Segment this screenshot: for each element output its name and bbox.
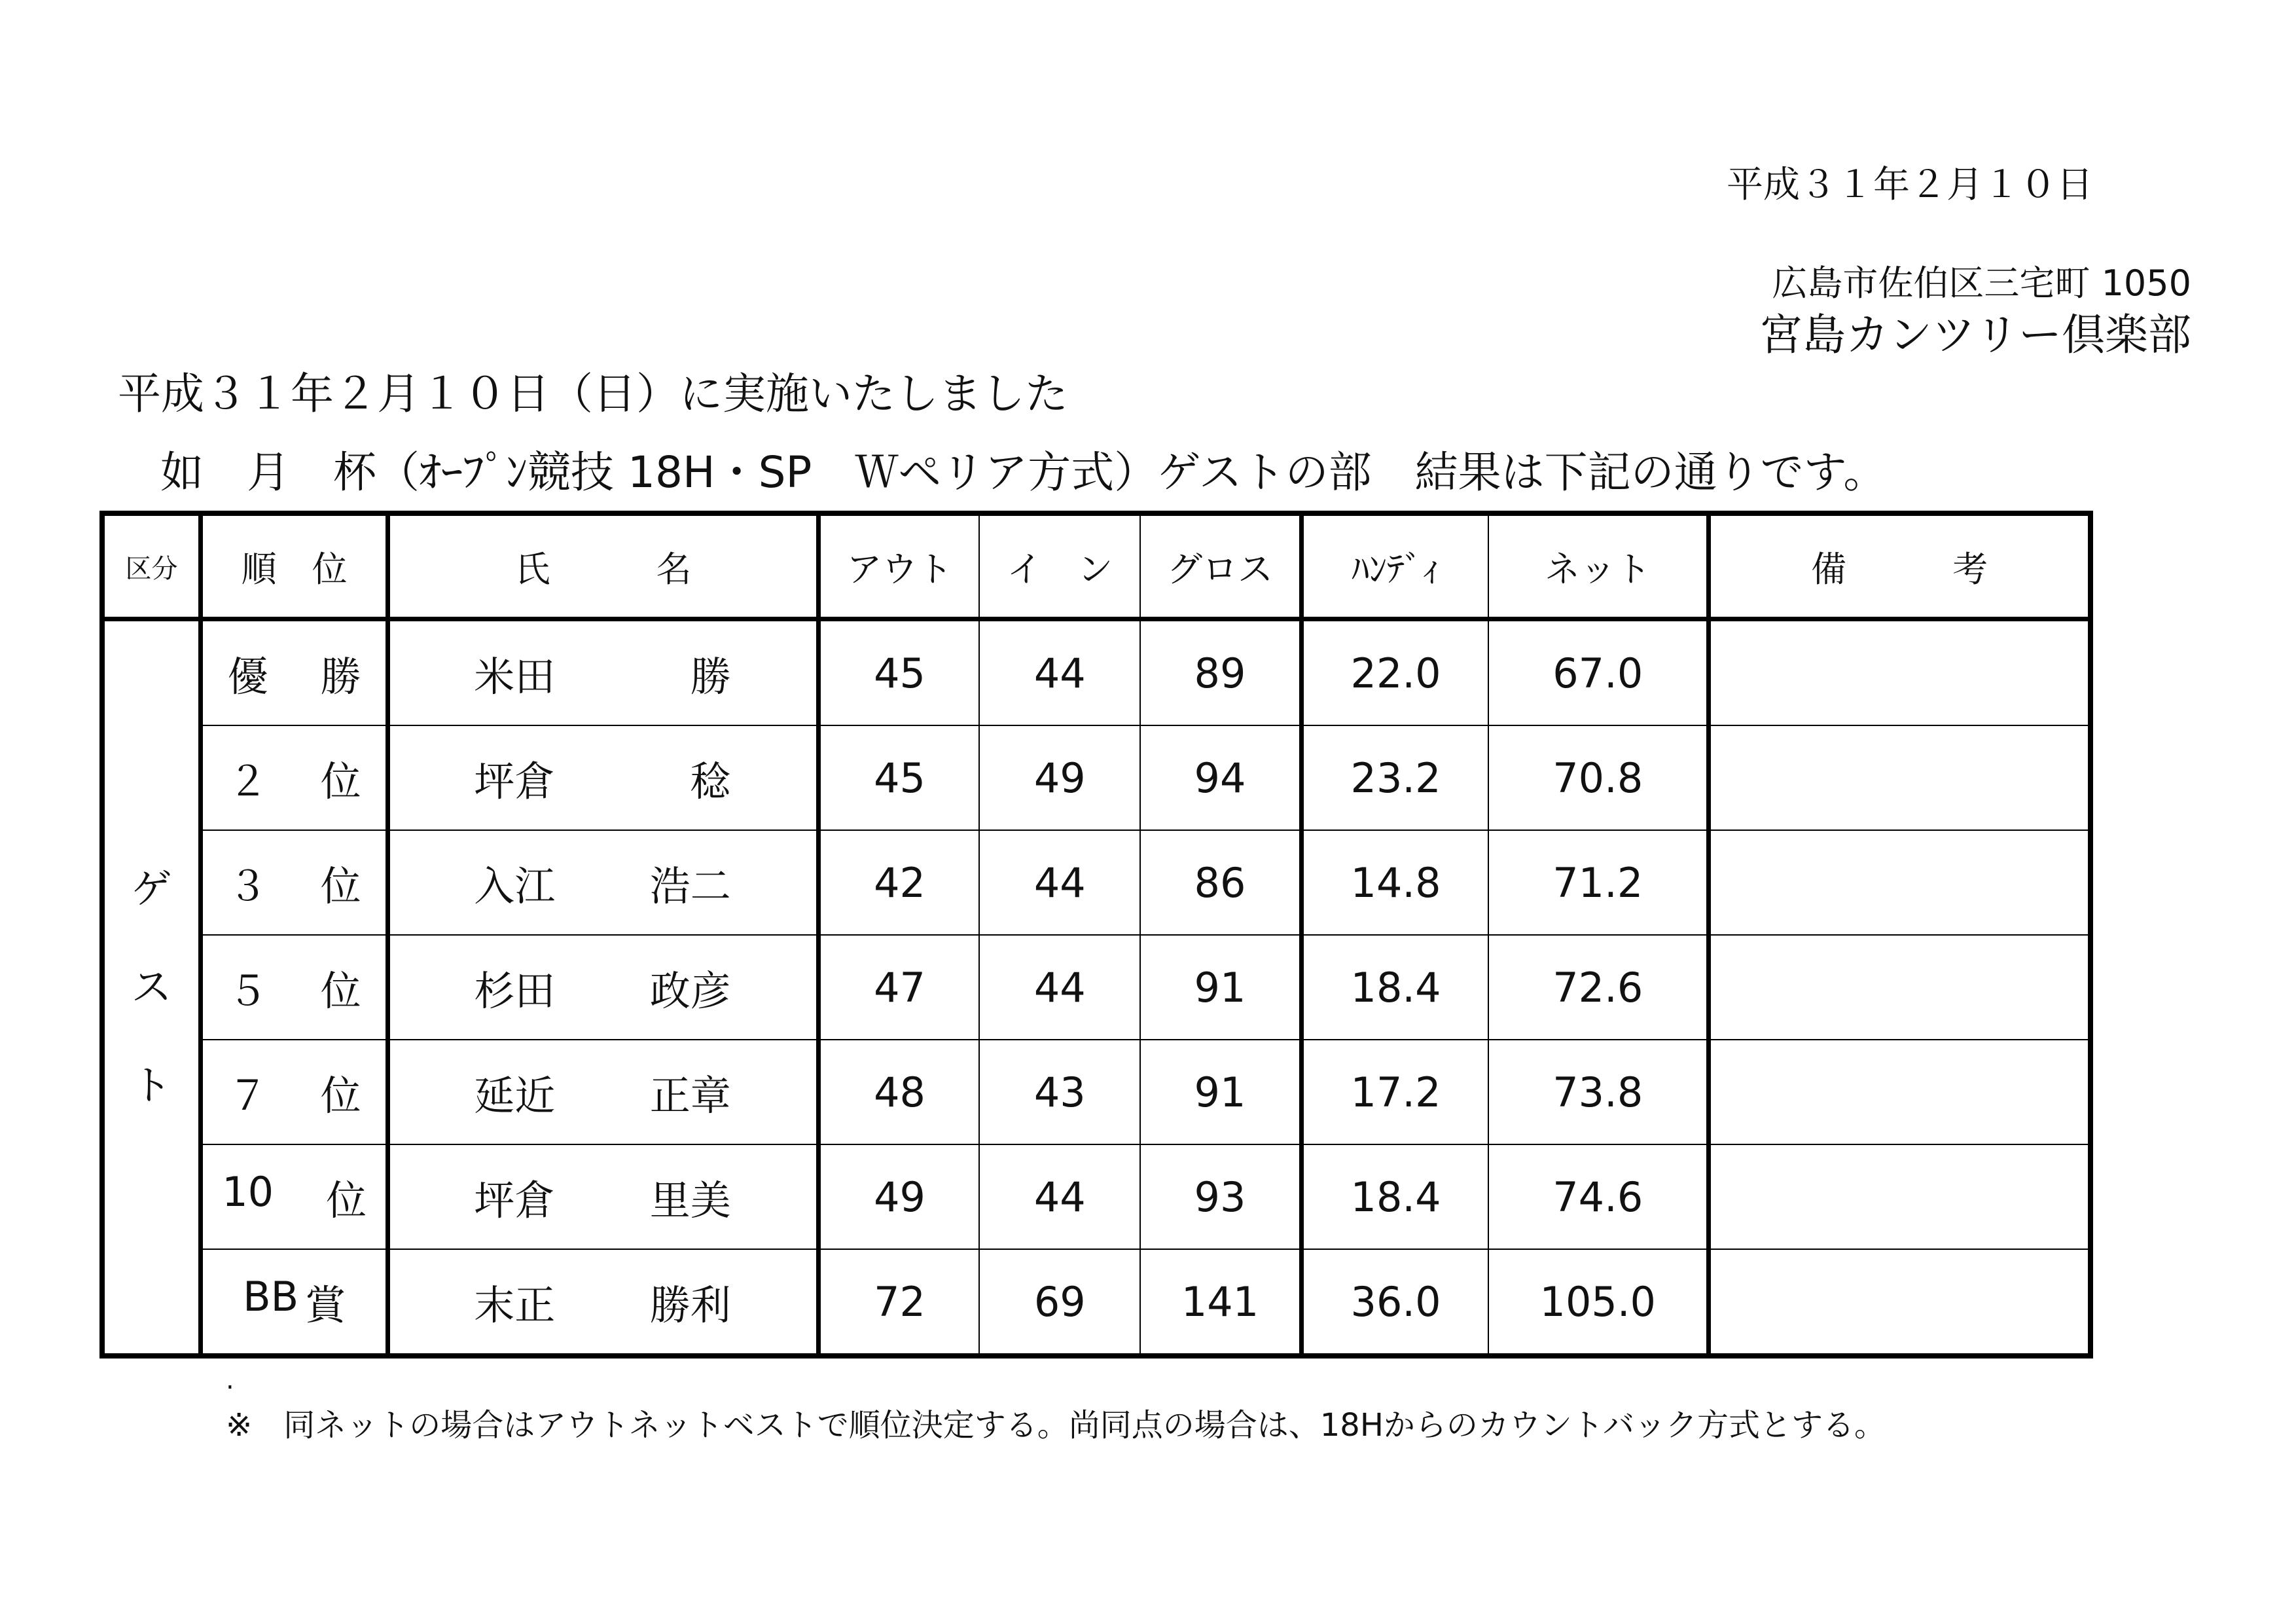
intro-line-2: 如 月 杯（ｵｰﾌﾟﾝ競技 18H・SP Ｗペリア方式）ゲストの部 結果は下記の通りです。 <box>160 447 1887 498</box>
rank-cell <box>201 725 388 830</box>
in-score: 44 <box>979 935 1140 1040</box>
rank-value: ５ <box>227 966 268 1015</box>
table-row <box>102 1040 2090 1144</box>
remarks-cell <box>1709 725 2090 830</box>
first-name: 政彦 <box>649 966 731 1015</box>
rank-value: ２ <box>227 757 268 805</box>
category-char: ス <box>131 963 172 1011</box>
table-row <box>102 935 2090 1040</box>
last-name: 延近 <box>474 1071 556 1120</box>
rank-value: BB <box>243 1272 299 1321</box>
handicap-value: 22.0 <box>1301 619 1488 726</box>
header-name: 氏 名 <box>388 513 819 619</box>
name-cell <box>388 935 819 1040</box>
name-cell <box>388 830 819 935</box>
club-name: 宮島カンツリー倶楽部 <box>1759 310 2191 360</box>
handicap-value: 36.0 <box>1301 1249 1488 1356</box>
out-score: 45 <box>818 619 979 726</box>
category-guest <box>102 619 201 1357</box>
remarks-cell <box>1709 830 2090 935</box>
rank-suffix: 勝 <box>320 652 361 701</box>
in-score: 44 <box>979 619 1140 726</box>
gross-score: 93 <box>1140 1144 1301 1249</box>
net-score: 74.6 <box>1488 1144 1708 1249</box>
first-name: 里美 <box>649 1176 731 1224</box>
table-row <box>102 830 2090 935</box>
first-name: 稔 <box>690 757 731 805</box>
table-header-row <box>102 513 2090 619</box>
gross-score: 94 <box>1140 725 1301 830</box>
in-score: 43 <box>979 1040 1140 1144</box>
table-row <box>102 1144 2090 1249</box>
handicap-value: 23.2 <box>1301 725 1488 830</box>
gross-score: 86 <box>1140 830 1301 935</box>
footnote-dot: . <box>226 1365 234 1395</box>
last-name: 入江 <box>474 862 556 910</box>
rank-cell <box>201 830 388 935</box>
club-address: 広島市佐伯区三宅町 1050 <box>1772 263 2191 304</box>
handicap-value: 18.4 <box>1301 1144 1488 1249</box>
out-score: 48 <box>818 1040 979 1144</box>
table-row <box>102 1249 2090 1356</box>
category-char: ト <box>131 1061 172 1109</box>
handicap-value: 18.4 <box>1301 935 1488 1040</box>
header-remarks: 備 考 <box>1709 513 2090 619</box>
footnote-text: ※ 同ネットの場合はアウトネットベストで順位決定する。尚同点の場合は、18Hからのカウントバック方式とする。 <box>226 1407 1886 1444</box>
net-score: 72.6 <box>1488 935 1708 1040</box>
header-out: アウト <box>818 513 979 619</box>
rank-suffix: 位 <box>326 1176 367 1224</box>
table-row <box>102 725 2090 830</box>
remarks-cell <box>1709 935 2090 1040</box>
remarks-cell <box>1709 1040 2090 1144</box>
last-name: 杉田 <box>474 966 556 1015</box>
handicap-value: 14.8 <box>1301 830 1488 935</box>
name-cell <box>388 725 819 830</box>
gross-score: 91 <box>1140 1040 1301 1144</box>
in-score: 44 <box>979 830 1140 935</box>
rank-value: ７ <box>227 1071 268 1120</box>
gross-score: 89 <box>1140 619 1301 726</box>
header-category: 区分 <box>102 513 201 619</box>
name-cell <box>388 1249 819 1356</box>
net-score: 70.8 <box>1488 725 1708 830</box>
rank-cell <box>201 935 388 1040</box>
rank-cell <box>201 1249 388 1356</box>
net-score: 71.2 <box>1488 830 1708 935</box>
header-rank: 順 位 <box>201 513 388 619</box>
net-score: 67.0 <box>1488 619 1708 726</box>
table-row <box>102 619 2090 726</box>
rank-suffix: 位 <box>320 1071 361 1120</box>
in-score: 44 <box>979 1144 1140 1249</box>
rank-value: 優 <box>227 652 268 701</box>
name-cell <box>388 619 819 726</box>
header-net: ネット <box>1488 513 1708 619</box>
handicap-value: 17.2 <box>1301 1040 1488 1144</box>
last-name: 坪倉 <box>474 1176 556 1224</box>
results-table <box>99 511 2093 1359</box>
in-score: 69 <box>979 1249 1140 1356</box>
last-name: 坪倉 <box>474 757 556 805</box>
out-score: 47 <box>818 935 979 1040</box>
last-name: 米田 <box>474 652 556 701</box>
out-score: 49 <box>818 1144 979 1249</box>
net-score: 105.0 <box>1488 1249 1708 1356</box>
intro-line-1: 平成３１年２月１０日（日）に実施いたしました <box>118 369 1068 419</box>
net-score: 73.8 <box>1488 1040 1708 1144</box>
header-handicap: ﾊﾝﾃﾞｨ <box>1301 513 1488 619</box>
rank-cell <box>201 1144 388 1249</box>
remarks-cell <box>1709 1144 2090 1249</box>
rank-suffix: 賞 <box>305 1281 346 1329</box>
remarks-cell <box>1709 1249 2090 1356</box>
rank-suffix: 位 <box>320 862 361 910</box>
category-char: ゲ <box>131 865 172 913</box>
rank-value: 10 <box>222 1167 274 1216</box>
first-name: 勝利 <box>649 1281 731 1329</box>
first-name: 正章 <box>649 1071 731 1120</box>
rank-suffix: 位 <box>320 966 361 1015</box>
document-date: 平成３１年２月１０日 <box>1727 164 2093 206</box>
gross-score: 91 <box>1140 935 1301 1040</box>
header-gross: グロス <box>1140 513 1301 619</box>
first-name: 勝 <box>690 652 731 701</box>
rank-cell <box>201 619 388 726</box>
last-name: 末正 <box>474 1281 556 1329</box>
rank-cell <box>201 1040 388 1144</box>
rank-value: ３ <box>227 862 268 910</box>
remarks-cell <box>1709 619 2090 726</box>
first-name: 浩二 <box>649 862 731 910</box>
out-score: 42 <box>818 830 979 935</box>
out-score: 72 <box>818 1249 979 1356</box>
in-score: 49 <box>979 725 1140 830</box>
name-cell <box>388 1040 819 1144</box>
out-score: 45 <box>818 725 979 830</box>
gross-score: 141 <box>1140 1249 1301 1356</box>
header-in: イ ン <box>979 513 1140 619</box>
rank-suffix: 位 <box>320 757 361 805</box>
name-cell <box>388 1144 819 1249</box>
